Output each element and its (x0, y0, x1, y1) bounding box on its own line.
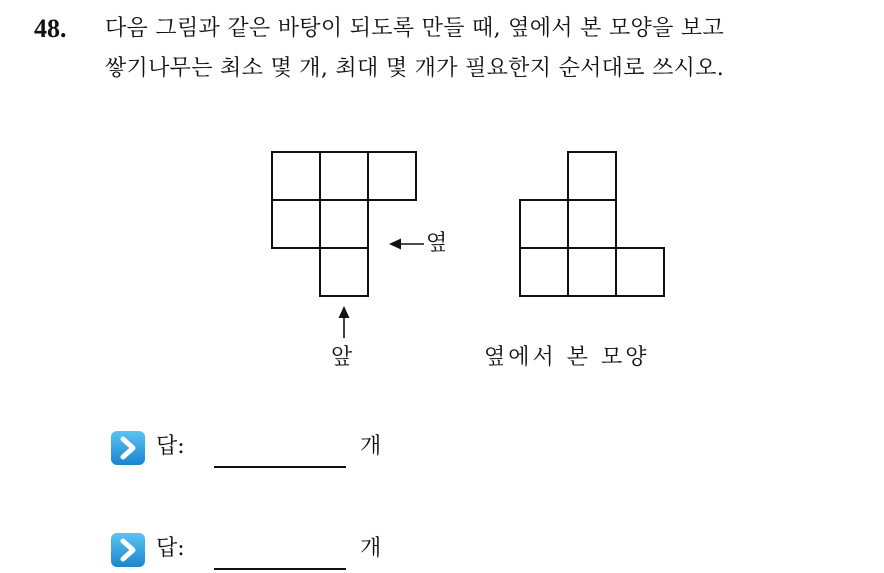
answer-label: 답: (156, 536, 185, 561)
side-arrow-label: 옆 (426, 231, 448, 256)
chevron-right-icon (110, 532, 146, 568)
answer-input-max[interactable] (214, 568, 346, 570)
side-view-cell (520, 248, 568, 296)
answer-label: 답: (156, 434, 185, 459)
answer-unit: 개 (360, 434, 382, 459)
base-cell (368, 152, 416, 200)
question-number: 48. (34, 14, 67, 43)
side-view (520, 152, 664, 296)
chevron-right-icon (110, 430, 146, 466)
base-cell (320, 152, 368, 200)
side-view-cell (568, 248, 616, 296)
side-view-caption: 옆에서 본 모양 (484, 345, 650, 370)
side-arrow (389, 239, 424, 250)
base-cell (272, 152, 320, 200)
side-view-cell (616, 248, 664, 296)
base-cell (272, 200, 320, 248)
answer-input-min[interactable] (214, 466, 346, 468)
question-text-line-1: 다음 그림과 같은 바탕이 되도록 만들 때, 옆에서 본 모양을 보고 (105, 16, 725, 41)
question-text-line-2: 쌓기나무는 최소 몇 개, 최대 몇 개가 필요한지 순서대로 쓰시오. (105, 56, 725, 81)
side-view-cell (568, 152, 616, 200)
base-plan (272, 152, 416, 296)
answer-row-2 (110, 530, 430, 570)
front-arrow (339, 306, 350, 338)
base-cell (320, 248, 368, 296)
side-view-cell (568, 200, 616, 248)
front-arrow-label: 앞 (331, 345, 353, 370)
side-view-cell (520, 200, 568, 248)
answer-row-1 (110, 428, 430, 468)
answer-unit: 개 (360, 536, 382, 561)
base-cell (320, 200, 368, 248)
